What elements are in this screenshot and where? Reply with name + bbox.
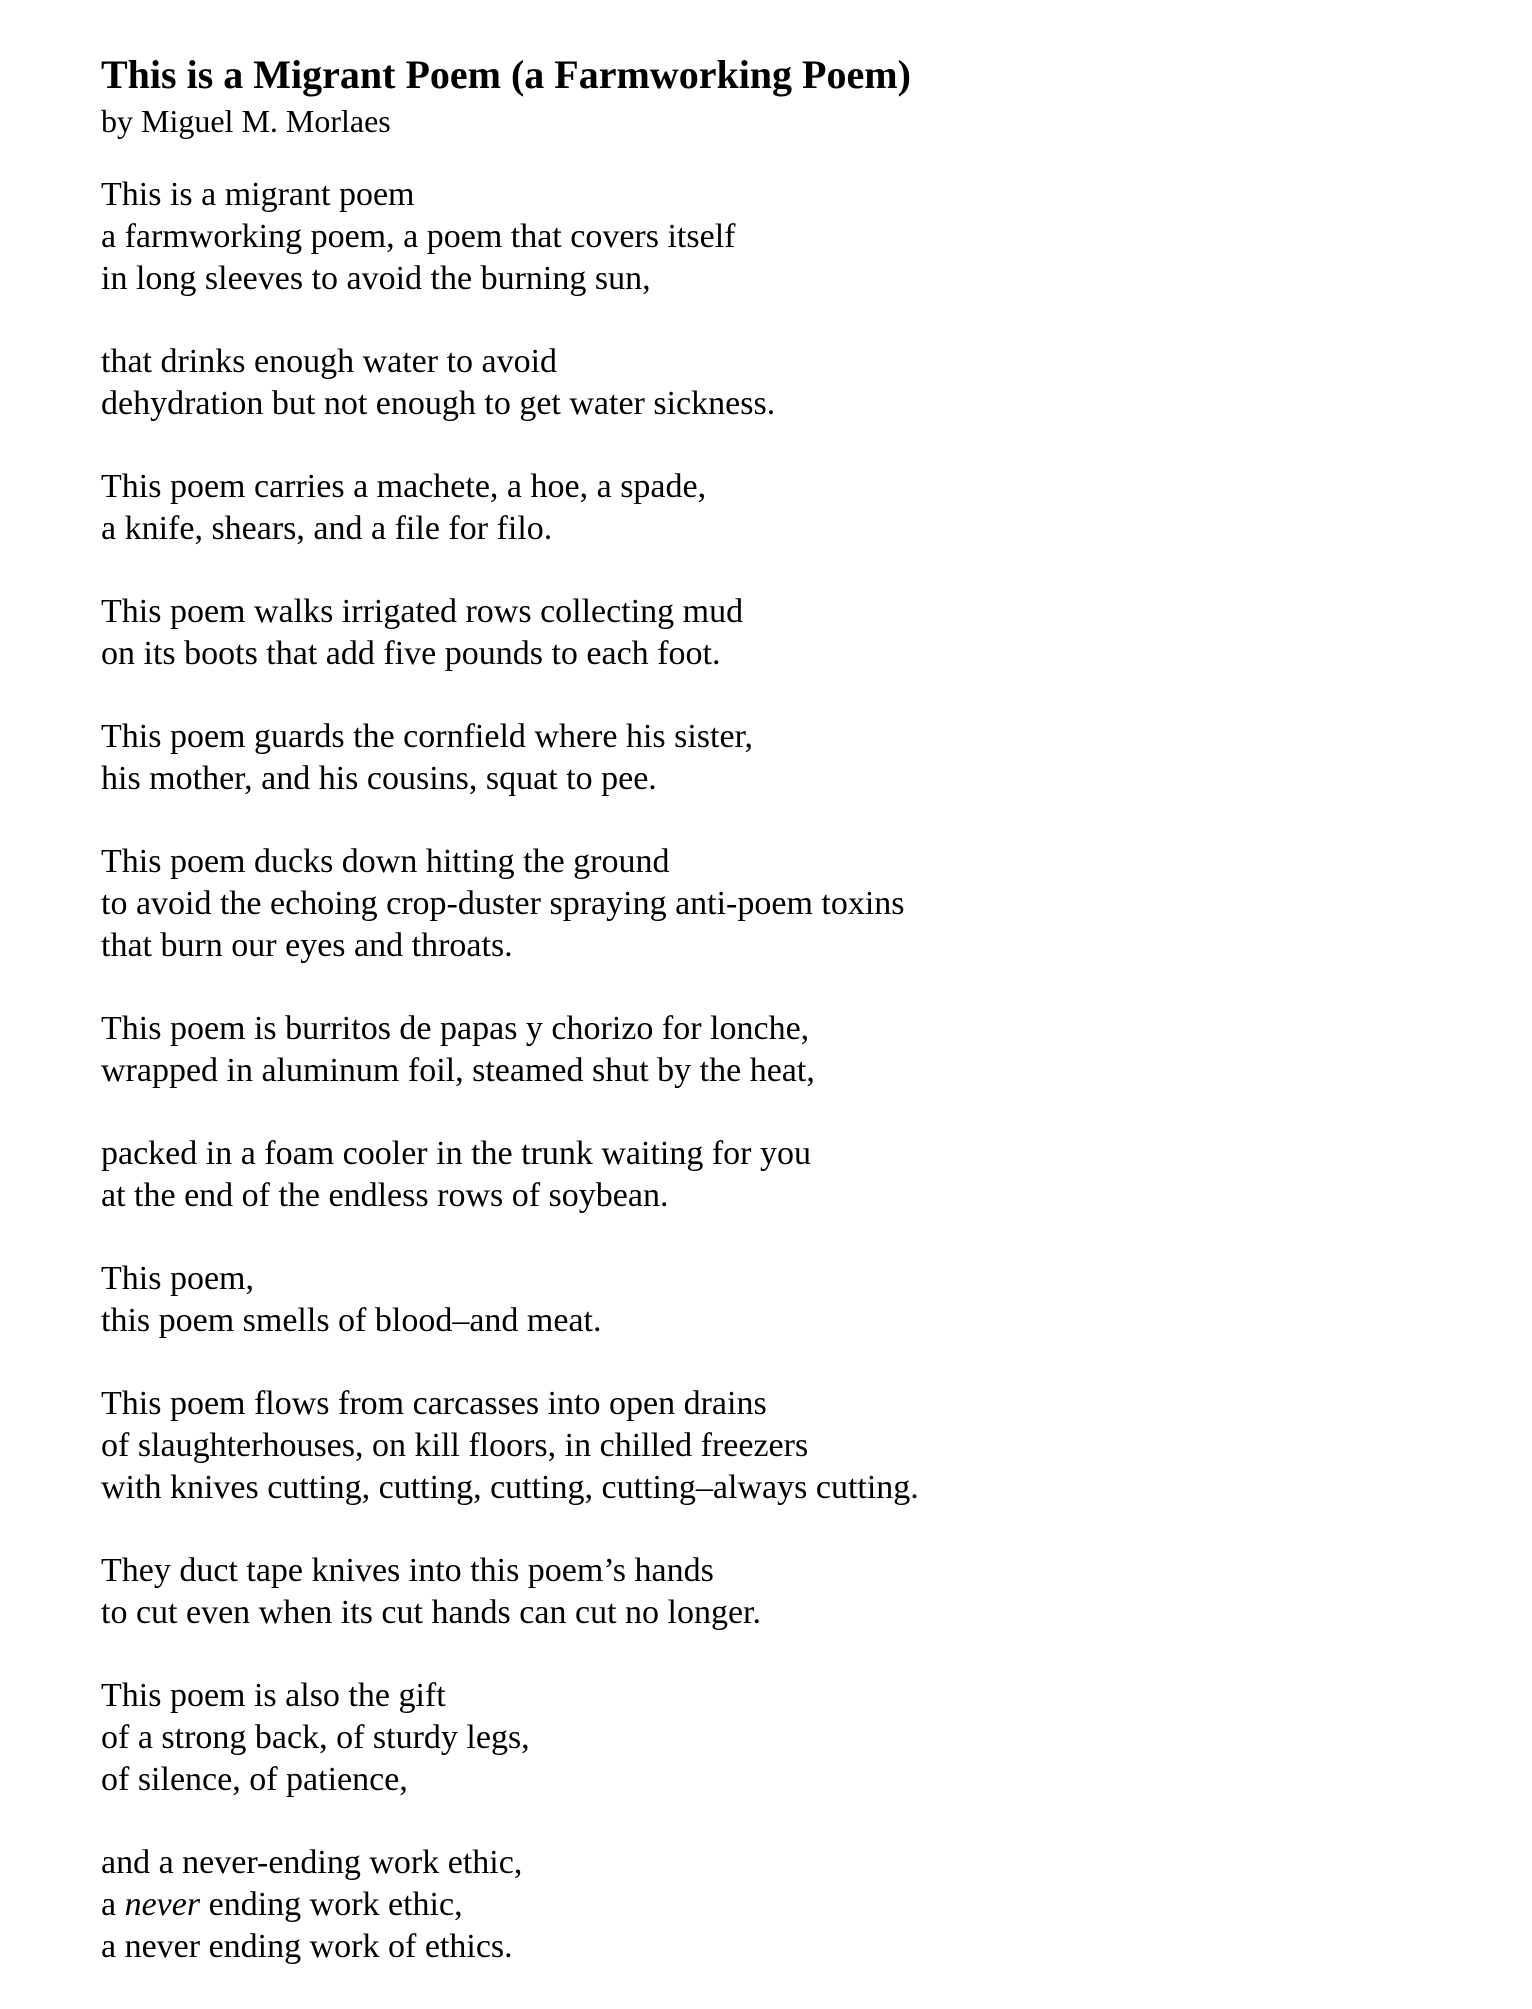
poem-stanza <box>101 1383 1481 1509</box>
poem-line: in long sleeves to avoid the burning sun, <box>101 260 651 297</box>
poem-stanza <box>101 1133 1481 1217</box>
poem-line: They duct tape knives into this poem’s hands <box>101 1552 714 1589</box>
poem-stanza <box>101 1258 1481 1342</box>
poem-line: at the end of the endless rows of soybean. <box>101 1177 669 1214</box>
document-page <box>101 50 1481 2009</box>
poem-stanza <box>101 716 1481 800</box>
poem-byline: by Miguel M. Morlaes <box>101 103 391 139</box>
poem-line: to cut even when its cut hands can cut no longer. <box>101 1594 761 1631</box>
poem-stanza <box>101 1675 1481 1801</box>
poem-line-text: ending work ethic, <box>200 1886 463 1923</box>
poem-line: of slaughterhouses, on kill floors, in chilled freezers <box>101 1427 809 1464</box>
poem-stanza <box>101 1008 1481 1092</box>
poem-line: This poem, <box>101 1260 254 1297</box>
poem-line: This poem walks irrigated rows collecting mud <box>101 593 744 630</box>
poem-stanza <box>101 1550 1481 1634</box>
poem-line: a never ending work of ethics. <box>101 1928 513 1965</box>
poem-line <box>101 1884 1481 1926</box>
poem-line: This is a migrant poem <box>101 176 415 213</box>
poem-line: a farmworking poem, a poem that covers itself <box>101 218 736 255</box>
poem-line: that drinks enough water to avoid <box>101 343 558 380</box>
poem-line: packed in a foam cooler in the trunk waiting for you <box>101 1135 811 1172</box>
poem-stanza <box>101 174 1481 300</box>
poem-line: and a never-ending work ethic, <box>101 1844 523 1881</box>
poem-stanza <box>101 466 1481 550</box>
poem-line: This poem is burritos de papas y chorizo for lonche, <box>101 1010 810 1047</box>
poem-line: on its boots that add five pounds to each foot. <box>101 635 721 672</box>
poem-line: This poem is also the gift <box>101 1677 446 1714</box>
poem-line-text: a <box>101 1886 125 1923</box>
emphasized-word: never <box>124 1886 201 1923</box>
poem-line: dehydration but not enough to get water sickness. <box>101 385 776 422</box>
poem-line: This poem guards the cornfield where his sister, <box>101 718 754 755</box>
poem-line: wrapped in aluminum foil, steamed shut by the heat, <box>101 1052 815 1089</box>
poem-line: with knives cutting, cutting, cutting, cutting–always cutting. <box>101 1469 919 1506</box>
poem-stanza <box>101 341 1481 425</box>
poem-line: of a strong back, of sturdy legs, <box>101 1719 530 1756</box>
poem-body <box>101 174 1481 1968</box>
poem-line: This poem ducks down hitting the ground <box>101 843 670 880</box>
poem-line: his mother, and his cousins, squat to pee. <box>101 760 657 797</box>
poem-stanza <box>101 1842 1481 1968</box>
poem-stanza <box>101 591 1481 675</box>
poem-line: this poem smells of blood–and meat. <box>101 1302 602 1339</box>
poem-line: This poem flows from carcasses into open drains <box>101 1385 767 1422</box>
poem-title: This is a Migrant Poem (a Farmworking Poem) <box>101 52 911 97</box>
poem-line: that burn our eyes and throats. <box>101 927 513 964</box>
poem-line: This poem carries a machete, a hoe, a spade, <box>101 468 707 505</box>
poem-line: a knife, shears, and a file for filo. <box>101 510 553 547</box>
poem-line: of silence, of patience, <box>101 1761 408 1798</box>
poem-stanza <box>101 841 1481 967</box>
poem-line: to avoid the echoing crop-duster spraying anti-poem toxins <box>101 885 905 922</box>
